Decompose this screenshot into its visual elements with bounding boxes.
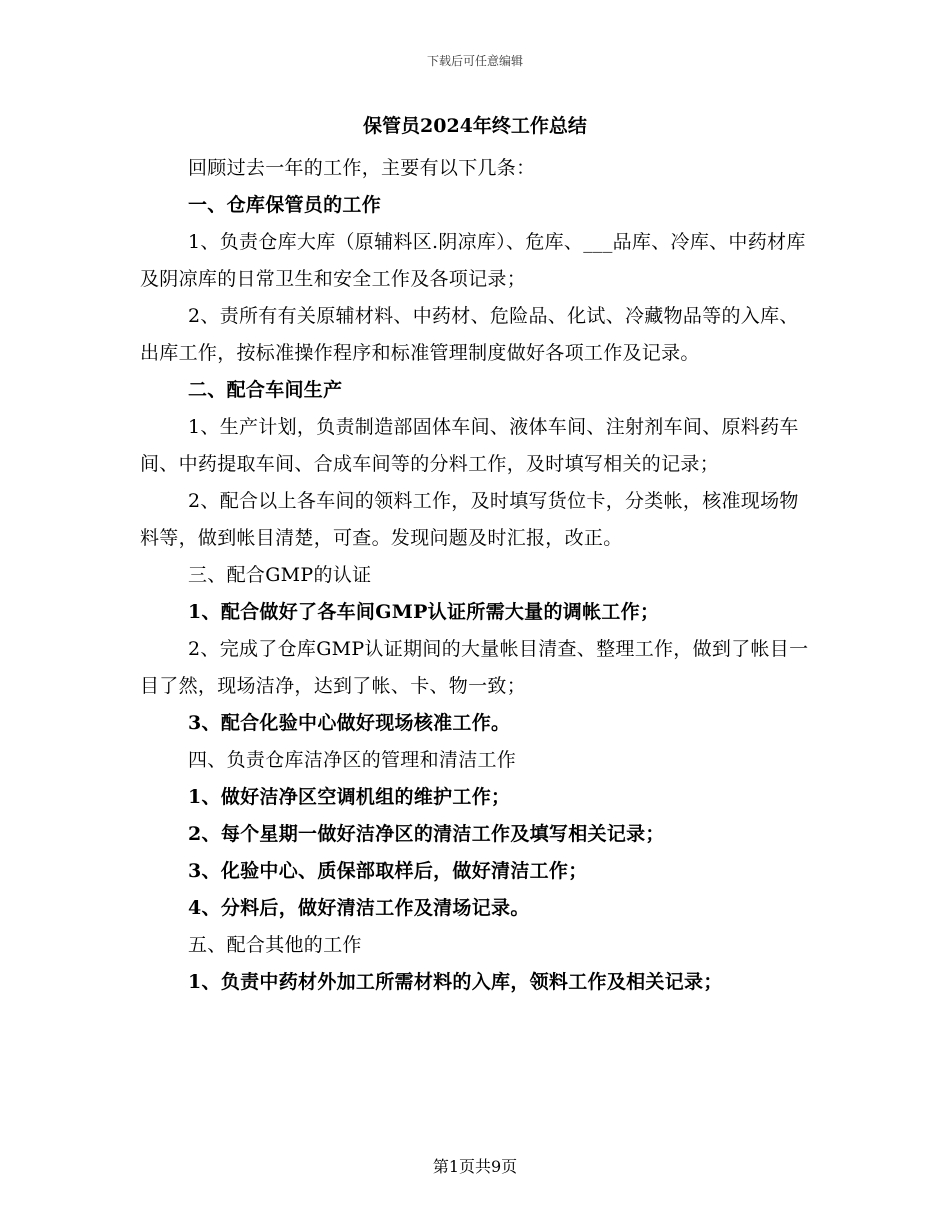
paragraph-2-1: 1、生产计划，负责制造部固体车间、液体车间、注射剂车间、原料药车间、中药提取车间、合成车间等的分料工作，及时填写相关的记录； (140, 416, 799, 475)
paragraph-1-1: 1、负责仓库大库（原辅料区.阴凉库）、危库、___品库、冷库、中药材库及阴凉库的日常卫生和安全工作及各项记录； (140, 231, 806, 290)
paragraph-4-2: 2、每个星期一做好洁净区的清洁工作及填写相关记录； (188, 823, 665, 845)
page-number: 第1页共9页 (432, 1157, 518, 1176)
section-heading-4: 四、负责仓库洁净区的管理和清洁工作 (188, 749, 517, 771)
paragraph-4-4: 4、分料后，做好清洁工作及清场记录。 (188, 897, 530, 919)
section-heading-5: 五、配合其他的工作 (188, 934, 362, 956)
paragraph-4-1: 1、做好洁净区空调机组的维护工作； (188, 786, 511, 808)
section-heading-2: 二、配合车间生产 (188, 379, 343, 401)
document-body (140, 113, 810, 1001)
paragraph-3-3: 3、配合化验中心做好现场核准工作。 (188, 712, 511, 734)
section-heading-3: 三、配合GMP的认证 (188, 564, 372, 586)
document-title: 保管员2024年终工作总结 (363, 115, 587, 137)
page-header-note: 下载后可任意编辑 (426, 54, 523, 68)
paragraph-3-1: 1、配合做好了各车间GMP认证所需大量的调帐工作； (188, 601, 660, 623)
paragraph-4-3: 3、化验中心、质保部取样后，做好清洁工作； (188, 860, 588, 882)
paragraph-3-2: 2、完成了仓库GMP认证期间的大量帐目清查、整理工作，做到了帐目一目了然，现场洁净，达到了帐、卡、物一致； (140, 638, 809, 697)
section-heading-1: 一、仓库保管员的工作 (188, 194, 382, 216)
paragraph-5-1: 1、负责中药材外加工所需材料的入库，领料工作及相关记录； (188, 971, 723, 993)
paragraph-1-2: 2、责所有有关原辅材料、中药材、危险品、化试、冷藏物品等的入库、出库工作，按标准操作程序和标准管理制度做好各项工作及记录。 (140, 305, 799, 364)
paragraph-2-2: 2、配合以上各车间的领料工作，及时填写货位卡，分类帐，核准现场物料等，做到帐目清楚，可查。发现问题及时汇报，改正。 (140, 490, 799, 549)
paragraph-intro: 回顾过去一年的工作，主要有以下几条： (188, 157, 536, 179)
